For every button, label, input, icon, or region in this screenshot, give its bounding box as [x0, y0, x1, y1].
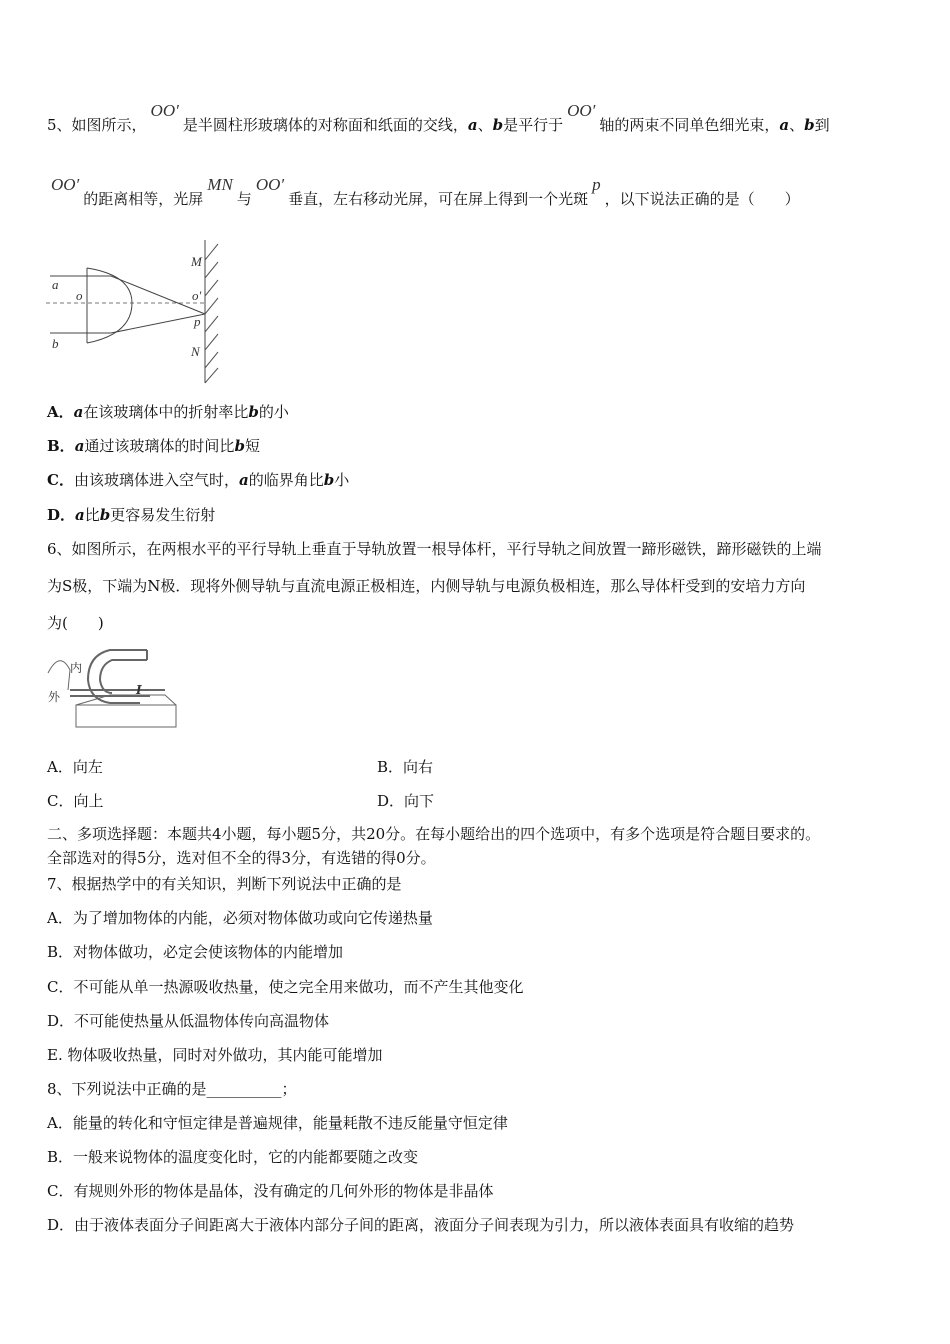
- label-a: a: [52, 277, 59, 292]
- q5-option-a: A．a在该玻璃体中的折射率比b的小: [47, 403, 289, 421]
- q6-line3: 为( ): [47, 614, 104, 632]
- section-heading-line2: 全部选对的得5分，选对但不全的得3分，有选错的得0分。: [47, 849, 436, 867]
- label-n: N: [191, 344, 200, 359]
- q6-option-c: C．向上: [47, 792, 104, 810]
- q5-line1: 5、如图所示，OO′是半圆柱形玻璃体的对称面和纸面的交线，a、b是平行于OO′轴的两束不同单色细光束，a、b到: [47, 101, 830, 134]
- q5-option-d: D．a比b更容易发生衍射: [47, 506, 216, 524]
- q7-option-d: D．不可能使热量从低温物体传向高温物体: [47, 1012, 330, 1030]
- label-inner: 内: [70, 661, 83, 675]
- q7-option-c: C．不可能从单一热源吸收热量，使之完全用来做功，而不产生其他变化: [47, 978, 524, 996]
- label-current: I: [136, 683, 142, 697]
- q6-option-b: B．向右: [377, 758, 434, 776]
- q8-option-d: D．由于液体表面分子间距离大于液体内部分子间的距离，液面分子间表现为引力，所以液体表面具有收缩的趋势: [47, 1216, 795, 1234]
- q5-option-c: C．由该玻璃体进入空气时，a的临界角比b小: [47, 471, 350, 489]
- q5-option-b: B．a通过该玻璃体的时间比b短: [47, 437, 260, 455]
- q8-option-b: B．一般来说物体的温度变化时，它的内能都要随之改变: [47, 1148, 419, 1166]
- label-p: p: [194, 314, 201, 329]
- label-o: o: [76, 288, 83, 303]
- label-outer: 外: [48, 690, 61, 704]
- q5-line2: OO′的距离相等，光屏MN与OO′垂直，左右移动光屏，可在屏上得到一个光斑p，以下说法正确的是（ ）: [51, 175, 800, 208]
- q8-option-c: C．有规则外形的物体是晶体，没有确定的几何外形的物体是非晶体: [47, 1182, 494, 1200]
- q7-stem: 7、根据热学中的有关知识，判断下列说法中正确的是: [47, 875, 402, 893]
- q8-option-a: A．能量的转化和守恒定律是普遍规律，能量耗散不违反能量守恒定律: [47, 1114, 508, 1132]
- label-o-prime: o′: [192, 288, 202, 303]
- q7-option-b: B．对物体做功，必定会使该物体的内能增加: [47, 943, 344, 961]
- section-heading-line1: 二、多项选择题：本题共4小题，每小题5分，共20分。在每小题给出的四个选项中，有多个选项是符合题目要求的。: [47, 825, 821, 843]
- q6-line1: 6、如图所示，在两根水平的平行导轨上垂直于导轨放置一根导体杆，平行导轨之间放置一蹄形磁铁，蹄形磁铁的上端: [47, 540, 822, 558]
- q5-optics-diagram: [40, 240, 240, 390]
- label-m: M: [191, 254, 202, 269]
- q6-option-d: D．向下: [377, 792, 435, 810]
- q8-stem: 8、下列说法中正确的是__________；: [47, 1080, 297, 1098]
- q6-option-a: A．向左: [47, 758, 103, 776]
- q7-option-a: A．为了增加物体的内能，必须对物体做功或向它传递热量: [47, 909, 433, 927]
- label-b: b: [52, 336, 59, 351]
- q6-magnet-diagram: [40, 645, 190, 735]
- q6-line2: 为S极，下端为N极．现将外侧导轨与直流电源正极相连，内侧导轨与电源负极相连，那么导体杆受到的安培力方向: [47, 577, 806, 595]
- q7-option-e: E. 物体吸收热量，同时对外做功，其内能可能增加: [47, 1046, 383, 1064]
